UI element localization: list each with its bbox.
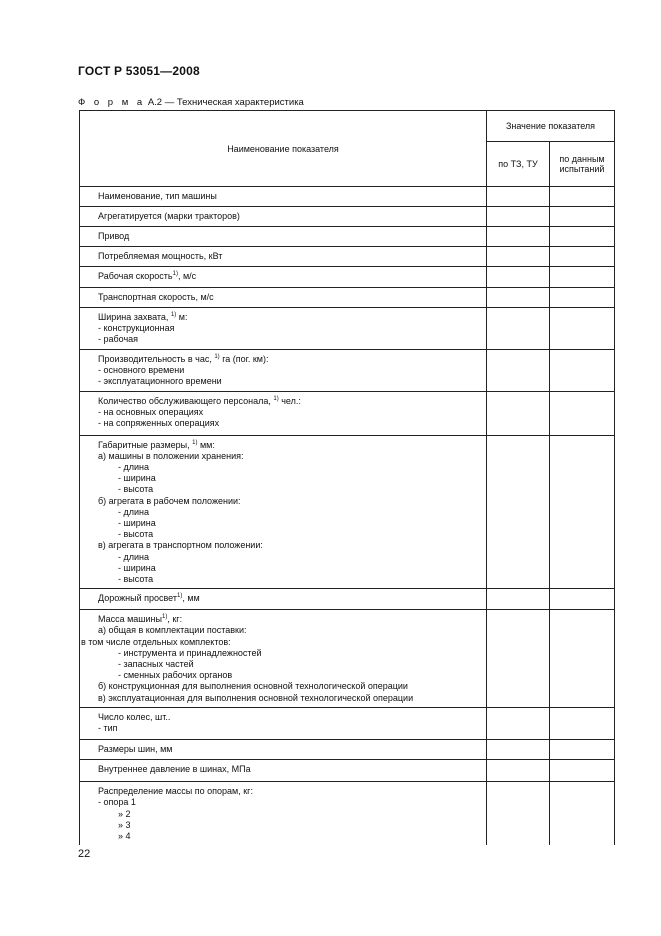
- form-caption: [78, 97, 304, 108]
- value-test-cell[interactable]: [550, 760, 615, 782]
- table-row: [80, 267, 615, 288]
- row-label: Распределение массы по опорам, кг:: [98, 786, 253, 797]
- value-test-cell[interactable]: [550, 350, 615, 392]
- row-sublabel: - на сопряженных операциях: [98, 418, 220, 429]
- row-sublabel: - длина: [118, 506, 150, 517]
- table-row: [80, 589, 615, 610]
- value-tz-cell[interactable]: [487, 610, 550, 708]
- row-sublabel: » 3: [118, 819, 131, 830]
- value-tz-cell[interactable]: [487, 207, 550, 227]
- table-row: [80, 708, 615, 740]
- row-sublabel: б) агрегата в рабочем положении:: [98, 495, 241, 506]
- row-sublabel: - длина: [118, 551, 150, 562]
- row-label: Масса машины$^{1)}$, кг:: [98, 614, 183, 625]
- value-test-cell[interactable]: [550, 267, 615, 288]
- table-row: [80, 782, 615, 846]
- row-sublabel: - на основных операциях: [98, 406, 204, 417]
- row-label: Внутреннее давление в шинах, МПа: [98, 764, 251, 775]
- value-test-cell[interactable]: [550, 610, 615, 708]
- value-test-cell[interactable]: [550, 308, 615, 350]
- row-sublabel: - ширина: [118, 518, 156, 529]
- table-row: [80, 207, 615, 227]
- row-label: Привод: [98, 231, 130, 241]
- value-tz-cell[interactable]: [487, 589, 550, 610]
- value-test-cell[interactable]: [550, 740, 615, 760]
- footnote-mark: 1): [162, 614, 168, 621]
- column-header-value: Значение показателя: [487, 111, 615, 142]
- column-header-test: по данным испытаний: [550, 142, 615, 187]
- row-label: Число колес, шт..: [98, 712, 171, 723]
- row-label: Потребляемая мощность, кВт: [98, 251, 223, 261]
- row-sublabel: - инструмента и принадлежностей: [118, 647, 262, 658]
- row-sublabel: - конструкционная: [98, 323, 175, 334]
- value-test-cell[interactable]: [550, 227, 615, 247]
- row-sublabel: - тип: [98, 723, 118, 734]
- value-tz-cell[interactable]: [487, 267, 550, 288]
- table-row: [80, 740, 615, 760]
- value-tz-cell[interactable]: [487, 247, 550, 267]
- row-sublabel: - ширина: [118, 562, 156, 573]
- value-test-cell[interactable]: [550, 247, 615, 267]
- row-sublabel: - длина: [118, 462, 150, 473]
- value-test-cell[interactable]: [550, 435, 615, 589]
- row-label: Наименование, тип машины: [98, 191, 217, 201]
- row-sublabel: - основного времени: [98, 365, 185, 376]
- footnote-mark: 1): [170, 312, 177, 318]
- value-tz-cell[interactable]: [487, 760, 550, 782]
- footnote-mark: 1): [214, 354, 220, 360]
- footnote-mark: 1): [192, 439, 198, 446]
- row-sublabel: - ширина: [118, 473, 156, 484]
- row-sublabel: - рабочая: [98, 334, 139, 345]
- value-tz-cell[interactable]: [487, 227, 550, 247]
- table-row: [80, 227, 615, 247]
- value-test-cell[interactable]: [550, 288, 615, 308]
- column-header-name: Наименование показателя: [80, 111, 487, 187]
- row-sublabel: в) эксплуатационная для выполнения основной технологической операции: [98, 692, 414, 703]
- table-row: [80, 247, 615, 267]
- row-label: Рабочая скорость$^{1)}$, м/с: [98, 271, 197, 281]
- row-sublabel: - опора 1: [98, 797, 136, 808]
- row-label: Производительность в час, $^{1)}$ га (пог. км):: [98, 354, 269, 364]
- footnote-mark: 1): [273, 395, 279, 402]
- value-tz-cell[interactable]: [487, 708, 550, 740]
- value-tz-cell[interactable]: [487, 740, 550, 760]
- value-test-cell[interactable]: [550, 708, 615, 740]
- table-row: [80, 350, 615, 392]
- footnote-mark: 1): [172, 271, 178, 277]
- row-sublabel: - эксплуатационного времени: [98, 376, 222, 387]
- table-row: [80, 760, 615, 782]
- table-row: [80, 308, 615, 350]
- row-sublabel: в том числе отдельных комплектов:: [81, 636, 231, 647]
- table-row: [80, 288, 615, 308]
- table-row: [80, 187, 615, 207]
- row-label: Количество обслуживающего персонала, $^{1)}$ чел.:: [98, 395, 301, 406]
- table-row: [80, 391, 615, 435]
- footnote-mark: 1): [177, 593, 183, 600]
- document-standard-header: ГОСТ Р 53051—2008: [78, 64, 200, 78]
- row-label: Агрегатируется (марки тракторов): [98, 211, 240, 221]
- value-tz-cell[interactable]: [487, 782, 550, 846]
- row-sublabel: а) общая в комплектации поставки:: [98, 625, 247, 636]
- row-label: Транспортная скорость, м/с: [98, 292, 214, 302]
- row-sublabel: - высота: [118, 574, 154, 585]
- value-tz-cell[interactable]: [487, 288, 550, 308]
- column-header-tz: по ТЗ, ТУ: [487, 142, 550, 187]
- value-tz-cell[interactable]: [487, 308, 550, 350]
- value-tz-cell[interactable]: [487, 350, 550, 392]
- form-word: Ф о р м а: [78, 97, 146, 108]
- row-sublabel: - высота: [118, 484, 154, 495]
- value-test-cell[interactable]: [550, 187, 615, 207]
- value-test-cell[interactable]: [550, 782, 615, 846]
- row-sublabel: - запасных частей: [118, 659, 194, 670]
- form-title: А.2 — Техническая характеристика: [147, 97, 304, 108]
- value-test-cell[interactable]: [550, 207, 615, 227]
- row-sublabel: б) конструкционная для выполнения основной технологической операции: [98, 681, 408, 692]
- row-sublabel: - высота: [118, 529, 154, 540]
- technical-characteristics-table: [79, 110, 615, 845]
- page-number: 22: [78, 848, 91, 860]
- row-sublabel: » 2: [118, 808, 131, 819]
- value-tz-cell[interactable]: [487, 187, 550, 207]
- row-label: Габаритные размеры, $^{1)}$ мм:: [98, 439, 215, 450]
- table-row: [80, 610, 615, 708]
- row-label: Размеры шин, мм: [98, 744, 173, 755]
- row-label: Ширина захвата, $^{1)}$ м:: [98, 312, 188, 322]
- value-tz-cell[interactable]: [487, 391, 550, 435]
- row-label: Дорожный просвет$^{1)}$, мм: [98, 593, 200, 604]
- row-sublabel: » 4: [118, 831, 131, 842]
- row-sublabel: в) агрегата в транспортном положении:: [98, 540, 263, 551]
- table-row: [80, 435, 615, 589]
- value-test-cell[interactable]: [550, 589, 615, 610]
- value-tz-cell[interactable]: [487, 435, 550, 589]
- value-test-cell[interactable]: [550, 391, 615, 435]
- row-sublabel: а) машины в положении хранения:: [98, 450, 244, 461]
- row-sublabel: - сменных рабочих органов: [118, 670, 233, 681]
